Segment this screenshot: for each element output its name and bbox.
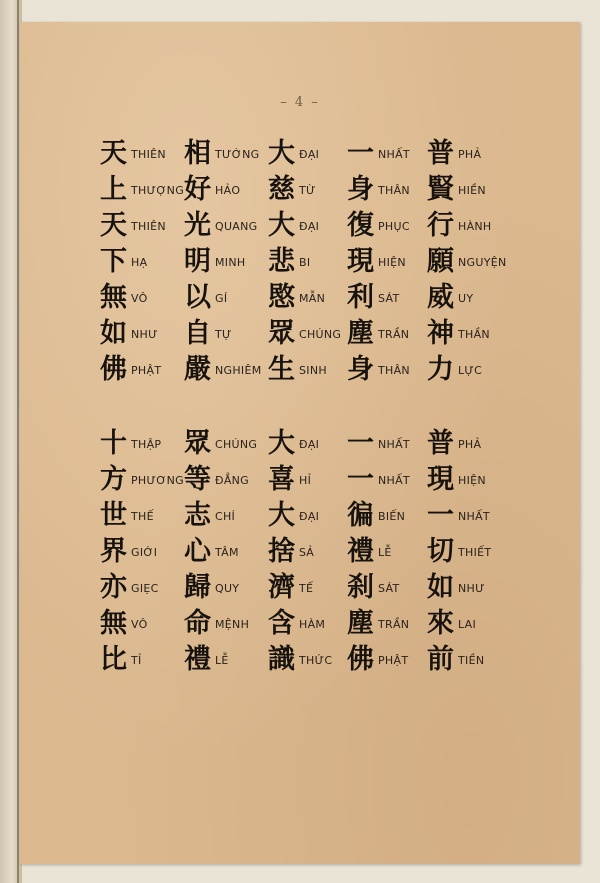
vietnamese-reading: GIẸC xyxy=(131,582,159,595)
han-character: 力 xyxy=(427,354,454,385)
vietnamese-reading: THIÊN xyxy=(131,148,166,161)
vietnamese-reading: TƯỚNG xyxy=(215,148,260,161)
han-character: 大 xyxy=(268,138,295,169)
han-character: 捨 xyxy=(268,536,295,567)
vietnamese-reading: NHẤT xyxy=(378,474,410,487)
vietnamese-reading: NHẤT xyxy=(378,438,410,451)
han-character: 嚴 xyxy=(184,354,211,385)
vietnamese-reading: TỈ xyxy=(131,654,142,667)
vietnamese-reading: TỰ xyxy=(215,328,232,341)
vietnamese-reading: THÂN xyxy=(378,184,410,197)
han-character: 如 xyxy=(427,572,454,603)
vietnamese-reading: SẢ xyxy=(299,546,315,559)
vietnamese-reading: THỨC xyxy=(299,654,333,667)
han-character: 復 xyxy=(347,210,374,241)
vietnamese-reading: HIỀN xyxy=(458,184,486,197)
vietnamese-reading: NHƯ xyxy=(131,328,158,341)
vietnamese-reading: CHÚNG xyxy=(215,438,258,451)
han-character: 一 xyxy=(347,428,374,459)
han-character: 含 xyxy=(268,608,295,639)
han-character: 一 xyxy=(347,138,374,169)
vietnamese-reading: SINH xyxy=(299,364,327,377)
vietnamese-reading: PHẬT xyxy=(378,654,409,667)
vietnamese-reading: HẢO xyxy=(215,184,241,197)
han-character: 利 xyxy=(347,282,374,313)
han-character: 命 xyxy=(184,608,211,639)
vietnamese-reading: THƯỢNG xyxy=(131,184,185,197)
vietnamese-reading: ĐẠI xyxy=(299,220,320,233)
han-character: 刹 xyxy=(347,572,374,603)
vietnamese-reading: PHẬT xyxy=(131,364,162,377)
vietnamese-reading: GIỚI xyxy=(131,546,158,559)
vietnamese-reading: THẦN xyxy=(458,328,490,341)
vietnamese-reading: ĐẲNG xyxy=(215,474,250,487)
han-character: 禮 xyxy=(184,644,211,675)
han-character: 威 xyxy=(427,282,454,313)
han-character: 歸 xyxy=(184,572,211,603)
han-character: 方 xyxy=(100,464,127,495)
vietnamese-reading: LỄ xyxy=(215,654,229,667)
vietnamese-reading: ĐẠI xyxy=(299,148,320,161)
han-character: 心 xyxy=(184,536,211,567)
vietnamese-reading: ĐẠI xyxy=(299,438,320,451)
han-character: 一 xyxy=(347,464,374,495)
han-character: 眾 xyxy=(268,318,295,349)
han-character: 無 xyxy=(100,608,127,639)
han-character: 行 xyxy=(427,210,454,241)
han-character: 塵 xyxy=(347,318,374,349)
vietnamese-reading: LỰC xyxy=(458,364,483,377)
han-character: 十 xyxy=(100,428,127,459)
vietnamese-reading: THÂN xyxy=(378,364,410,377)
vietnamese-reading: HỈ xyxy=(299,474,312,487)
han-character: 一 xyxy=(427,500,454,531)
han-character: 喜 xyxy=(268,464,295,495)
han-character: 身 xyxy=(347,174,374,205)
vietnamese-reading: PHẢ xyxy=(458,148,482,161)
han-character: 相 xyxy=(184,138,211,169)
han-character: 大 xyxy=(268,210,295,241)
han-character: 切 xyxy=(427,536,454,567)
book-page xyxy=(20,22,580,864)
vietnamese-reading: VÔ xyxy=(131,292,148,305)
vietnamese-reading: HIỆN xyxy=(378,256,406,269)
vietnamese-reading: THẬP xyxy=(131,438,162,451)
han-character: 徧 xyxy=(347,500,374,531)
han-character: 光 xyxy=(184,210,211,241)
han-character: 亦 xyxy=(100,572,127,603)
vietnamese-reading: SÁT xyxy=(378,582,400,595)
vietnamese-reading: UY xyxy=(458,292,474,305)
han-character: 普 xyxy=(427,138,454,169)
vietnamese-reading: QUY xyxy=(215,582,240,595)
vietnamese-reading: GÍ xyxy=(215,292,228,305)
vietnamese-reading: VÔ xyxy=(131,618,148,631)
vietnamese-reading: TẾ xyxy=(299,582,314,595)
han-character: 現 xyxy=(427,464,454,495)
vietnamese-reading: TIỀN xyxy=(458,654,485,667)
han-character: 普 xyxy=(427,428,454,459)
han-character: 佛 xyxy=(347,644,374,675)
han-character: 大 xyxy=(268,500,295,531)
han-character: 世 xyxy=(100,500,127,531)
vietnamese-reading: PHỤC xyxy=(378,220,410,233)
han-character: 大 xyxy=(268,428,295,459)
vietnamese-reading: TRẦN xyxy=(378,618,410,631)
han-character: 濟 xyxy=(268,572,295,603)
han-character: 等 xyxy=(184,464,211,495)
vietnamese-reading: TÂM xyxy=(215,546,239,559)
han-character: 神 xyxy=(427,318,454,349)
vietnamese-reading: LỄ xyxy=(378,546,392,559)
vietnamese-reading: MINH xyxy=(215,256,246,269)
vietnamese-reading: NGUYỆN xyxy=(458,256,507,269)
han-character: 願 xyxy=(427,246,454,277)
vietnamese-reading: NHƯ xyxy=(458,582,485,595)
vietnamese-reading: HÀM xyxy=(299,618,326,631)
vietnamese-reading: HẠ xyxy=(131,256,148,269)
han-character: 禮 xyxy=(347,536,374,567)
han-character: 佛 xyxy=(100,354,127,385)
vietnamese-reading: HIỆN xyxy=(458,474,486,487)
vietnamese-reading: CHÚNG xyxy=(299,328,342,341)
vietnamese-reading: MỆNH xyxy=(215,618,250,631)
vietnamese-reading: ĐẠI xyxy=(299,510,320,523)
vietnamese-reading: NGHIÊM xyxy=(215,364,262,377)
han-character: 明 xyxy=(184,246,211,277)
han-character: 現 xyxy=(347,246,374,277)
han-character: 塵 xyxy=(347,608,374,639)
vietnamese-reading: CHÍ xyxy=(215,510,236,523)
han-character: 識 xyxy=(268,644,295,675)
vietnamese-reading: NHẤT xyxy=(458,510,490,523)
han-character: 下 xyxy=(100,246,127,277)
vietnamese-reading: THIẾT xyxy=(458,546,492,559)
spine-fold-line xyxy=(17,0,19,883)
han-character: 悲 xyxy=(268,246,295,277)
vietnamese-reading: BIẾN xyxy=(378,510,406,523)
han-character: 天 xyxy=(100,138,127,169)
vietnamese-reading: THẾ xyxy=(131,510,154,523)
han-character: 如 xyxy=(100,318,127,349)
han-character: 慈 xyxy=(268,174,295,205)
vietnamese-reading: TỪ xyxy=(299,184,316,197)
vietnamese-reading: LAI xyxy=(458,618,477,631)
han-character: 前 xyxy=(427,644,454,675)
vietnamese-reading: HÀNH xyxy=(458,220,492,233)
han-character: 愍 xyxy=(268,282,295,313)
vietnamese-reading: QUANG xyxy=(215,220,258,233)
han-character: 上 xyxy=(100,174,127,205)
vietnamese-reading: THIÊN xyxy=(131,220,166,233)
han-character: 賢 xyxy=(427,174,454,205)
han-character: 眾 xyxy=(184,428,211,459)
han-character: 身 xyxy=(347,354,374,385)
han-character: 志 xyxy=(184,500,211,531)
han-character: 好 xyxy=(184,174,211,205)
han-character: 天 xyxy=(100,210,127,241)
vietnamese-reading: BI xyxy=(299,256,311,269)
han-character: 來 xyxy=(427,608,454,639)
page-number: – 4 – xyxy=(280,95,320,110)
vietnamese-reading: TRẦN xyxy=(378,328,410,341)
han-character: 生 xyxy=(268,354,295,385)
vietnamese-reading: PHƯƠNG xyxy=(131,474,184,487)
vietnamese-reading: PHẢ xyxy=(458,438,482,451)
han-character: 比 xyxy=(100,644,127,675)
han-character: 以 xyxy=(184,282,211,313)
vietnamese-reading: NHẤT xyxy=(378,148,410,161)
han-character: 界 xyxy=(100,536,127,567)
vietnamese-reading: MẪN xyxy=(299,292,326,305)
han-character: 無 xyxy=(100,282,127,313)
han-character: 自 xyxy=(184,318,211,349)
vietnamese-reading: SÁT xyxy=(378,292,400,305)
